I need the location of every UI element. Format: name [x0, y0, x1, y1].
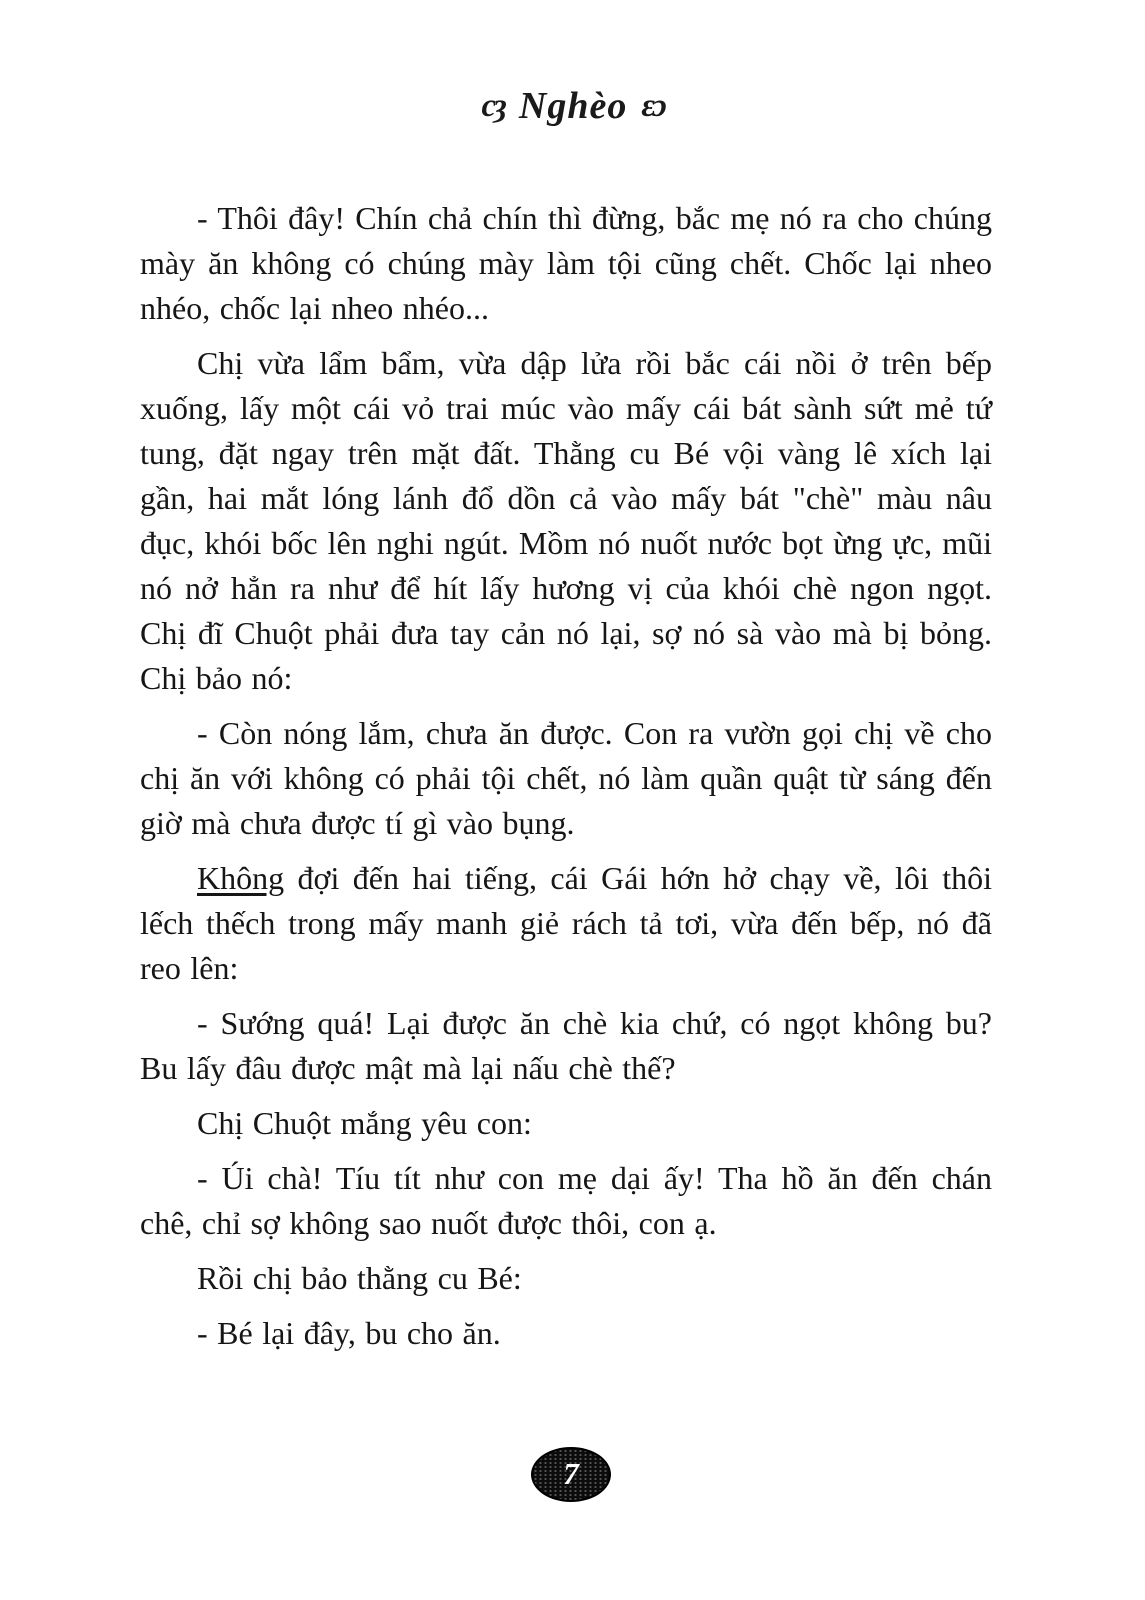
paragraph: Chị Chuột mắng yêu con: — [197, 1105, 532, 1141]
paragraph: Rồi chị bảo thằng cu Bé: — [197, 1260, 522, 1296]
left-fleuron-icon: cȝ — [481, 88, 505, 124]
page-number-badge — [531, 1447, 611, 1502]
paragraph: - Thôi đây! Chín chả chín thì đừng, bắc mẹ nó ra cho chúng mày ăn không có chúng mày làm tội cũng chết. Chốc lại nheo nhéo, chốc lại nheo nhéo... — [140, 200, 992, 326]
paragraph — [140, 856, 992, 991]
paragraph: - Úi chà! Tíu tít như con mẹ dại ấy! Tha hồ ăn đến chán chê, chỉ sợ không sao nuốt được thôi, con ạ. — [140, 1160, 992, 1241]
body-text — [140, 196, 992, 1366]
paragraph: Chị vừa lẩm bẩm, vừa dập lửa rồi bắc cái nồi ở trên bếp xuống, lấy một cái vỏ trai múc vào mấy cái bát sành sứt mẻ tứ tung, đặt ngay trên mặt đất. Thằng cu Bé vội vàng lê xích lại gần, hai mắt lóng lánh đổ dồn cả vào mấy bát "chè" màu nâu đục, khói bốc lên nghi ngút. Mồm nó nuốt nước bọt ừng ực, mũi nó nở hẳn ra như để hít lấy hương vị của khói chè ngon ngọt. Chị đĩ Chuột phải đưa tay cản nó lại, sợ nó sà vào mà bị bỏng. Chị bảo nó: — [140, 345, 992, 696]
page-number: 7 — [563, 1456, 579, 1491]
book-title: Nghèo — [518, 85, 628, 127]
paragraph-text: đợi đến hai tiếng, cái Gái hớn hở chạy về, lôi thôi lếch thếch trong mấy manh giẻ rách tả tơi, vừa đến bếp, nó đã reo lên: — [140, 860, 992, 986]
paragraph: - Sướng quá! Lại được ăn chè kia chứ, có ngọt không bu? Bu lấy đâu được mật mà lại nấu chè thế? — [140, 1005, 992, 1086]
running-title — [0, 84, 1145, 128]
right-fleuron-icon: ɛɔ — [641, 88, 664, 124]
underlined-word: Không — [197, 860, 285, 896]
paragraph: - Bé lại đây, bu cho ăn. — [197, 1315, 501, 1351]
paragraph: - Còn nóng lắm, chưa ăn được. Con ra vườn gọi chị về cho chị ăn với không có phải tội chết, nó làm quần quật từ sáng đến giờ mà chưa được tí gì vào bụng. — [140, 715, 992, 841]
